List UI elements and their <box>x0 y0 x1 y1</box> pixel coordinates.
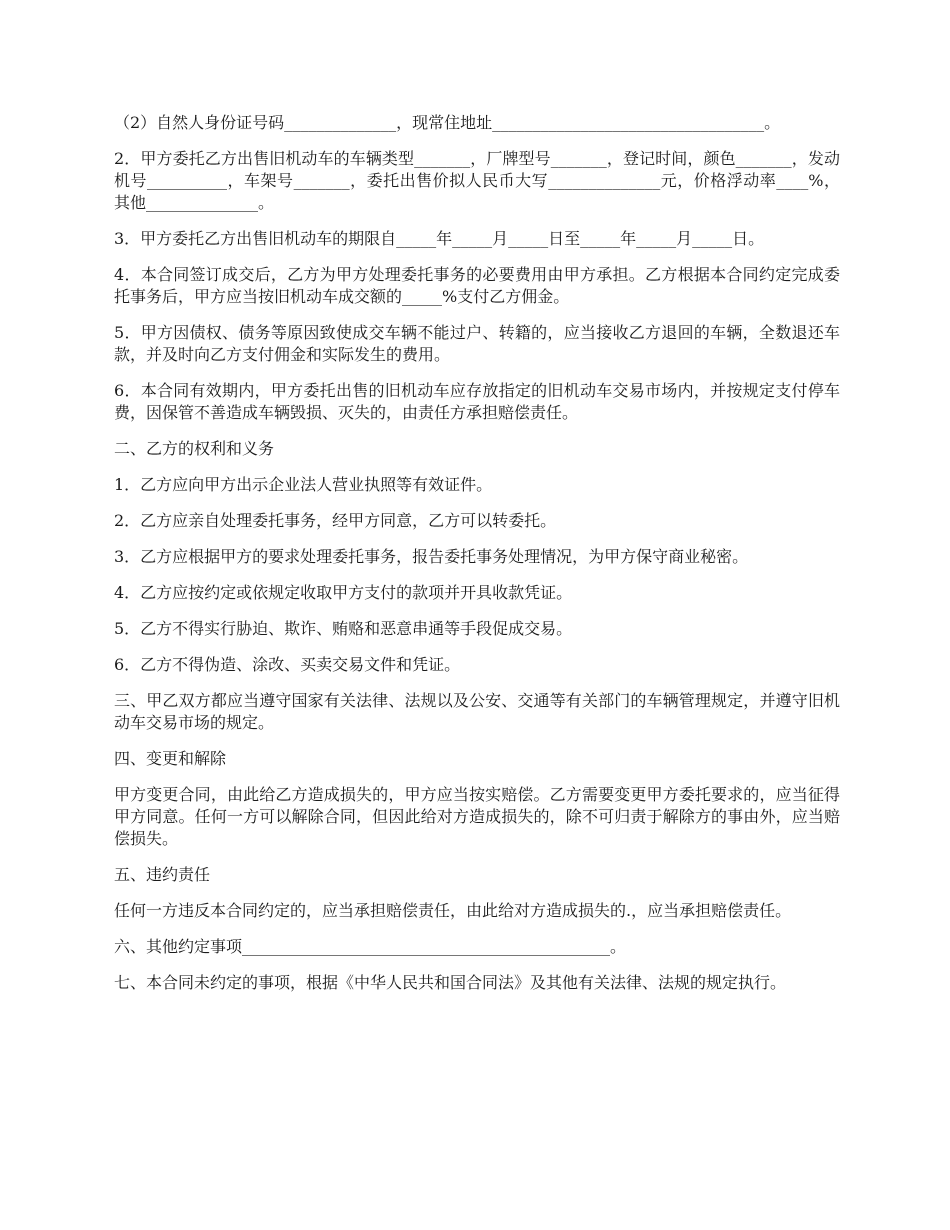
section-heading-compliance: 三、甲乙双方都应当遵守国家有关法律、法规以及公安、交通等有关部门的车辆管理规定，并遵守旧机动车交易市场的规定。 <box>114 691 840 732</box>
paragraph-modification: 甲方变更合同，由此给乙方造成损失的，甲方应当按实赔偿。乙方需要变更甲方委托要求的，应当征得甲方同意。任何一方可以解除合同，但因此给对方造成损失的，除不可归责于解除方的事由外，应当赔偿损失。 <box>114 785 840 848</box>
paragraph-b-no-coercion: 5．乙方不得实行胁迫、欺诈、贿赂和恶意串通等手段促成交易。 <box>114 619 573 638</box>
paragraph-vehicle-info: 2．甲方委托乙方出售旧机动车的车辆类型_______，厂牌型号_______，登记时间，颜色_______，发动机号__________，车架号_______，委托出售价拟人民币大写______________元，价格浮动率____%，其他______________。 <box>114 149 840 212</box>
section-heading-modification: 四、变更和解除 <box>114 749 227 768</box>
paragraph-storage: 6．本合同有效期内，甲方委托出售的旧机动车应存放指定的旧机动车交易市场内，并按规定支付停车费，因保管不善造成车辆毁损、灭失的，由责任方承担赔偿责任。 <box>114 381 840 422</box>
paragraph-commission: 4．本合同签订成交后，乙方为甲方处理委托事务的必要费用由甲方承担。乙方根据本合同约定完成委托事务后，甲方应当按旧机动车成交额的_____%支付乙方佣金。 <box>114 265 840 306</box>
section-heading-other-terms: 六、其他约定事项______________________________________________。 <box>114 937 627 956</box>
paragraph-b-no-forgery: 6．乙方不得伪造、涂改、买卖交易文件和凭证。 <box>114 655 461 674</box>
section-heading-liability: 五、违约责任 <box>114 865 211 884</box>
document-body <box>114 112 840 1008</box>
paragraph-sale-period: 3．甲方委托乙方出售旧机动车的期限自_____年_____月_____日至_____年_____月_____日。 <box>114 229 765 248</box>
section-heading-governing-law: 七、本合同未约定的事项，根据《中华人民共和国合同法》及其他有关法律、法规的规定执行。 <box>114 973 787 992</box>
paragraph-b-confidentiality: 3．乙方应根据甲方的要求处理委托事务，报告委托事务处理情况，为甲方保守商业秘密。 <box>114 547 749 566</box>
paragraph-b-receipts: 4．乙方应按约定或依规定收取甲方支付的款项并开具收款凭证。 <box>114 583 573 602</box>
paragraph-id-address: （2）自然人身份证号码______________，现常住地址__________________________________。 <box>114 113 781 132</box>
paragraph-b-license: 1．乙方应向甲方出示企业法人营业执照等有效证件。 <box>114 475 493 494</box>
paragraph-transfer-issue: 5．甲方因债权、债务等原因致使成交车辆不能过户、转籍的，应当接收乙方退回的车辆，全数退还车款，并及时向乙方支付佣金和实际发生的费用。 <box>114 323 840 364</box>
paragraph-b-subdelegation: 2．乙方应亲自处理委托事务，经甲方同意，乙方可以转委托。 <box>114 511 557 530</box>
paragraph-liability: 任何一方违反本合同约定的，应当承担赔偿责任，由此给对方造成损失的.，应当承担赔偿责任。 <box>114 901 792 920</box>
section-heading-party-b-rights: 二、乙方的权利和义务 <box>114 439 275 458</box>
